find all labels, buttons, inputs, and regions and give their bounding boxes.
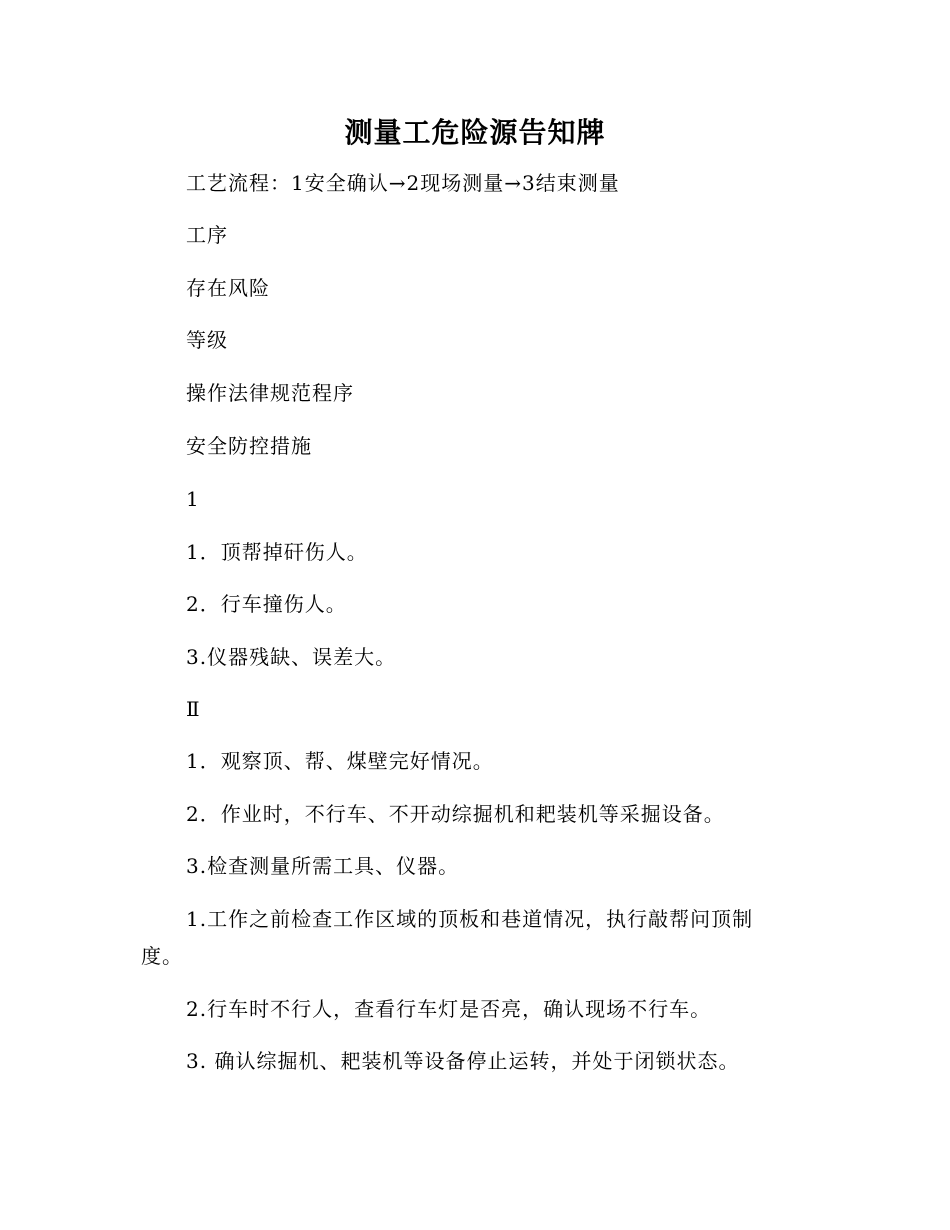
measure-item: 2.行车时不行人，查看行车灯是否亮，确认现场不行车。 [186, 997, 712, 1021]
risk-item: 2．行车撞伤人。 [186, 592, 347, 616]
risk-item: 3.仪器残缺、误差大。 [186, 645, 397, 669]
document-title: 测量工危险源告知牌 [344, 116, 606, 149]
operating-norms-header: 操作法律规范程序 [186, 381, 354, 405]
measure-item: 3. 确认综掘机、耙装机等设备停止运转，并处于闭锁状态。 [186, 1049, 740, 1073]
norm-item: 2．作业时，不行车、不开动综掘机和耙装机等采掘设备。 [186, 802, 725, 826]
safety-measures-header: 安全防控措施 [186, 434, 312, 458]
procedure-header: 工序 [186, 223, 228, 247]
measure-item: 1.工作之前检查工作区域的顶板和巷道情况，执行敲帮问顶制度。 [141, 907, 754, 968]
risks-header: 存在风险 [186, 276, 270, 300]
procedure-number: 1 [186, 487, 200, 511]
risk-level-value: Ⅱ [186, 697, 201, 721]
level-header: 等级 [186, 328, 228, 352]
norm-item: 3.检查测量所需工具、仪器。 [186, 854, 460, 878]
norm-item: 1．观察顶、帮、煤壁完好情况。 [186, 749, 494, 773]
process-flow-text: 工艺流程：1安全确认→2现场测量→3结束测量 [186, 171, 620, 195]
risk-item: 1．顶帮掉矸伤人。 [186, 540, 368, 564]
